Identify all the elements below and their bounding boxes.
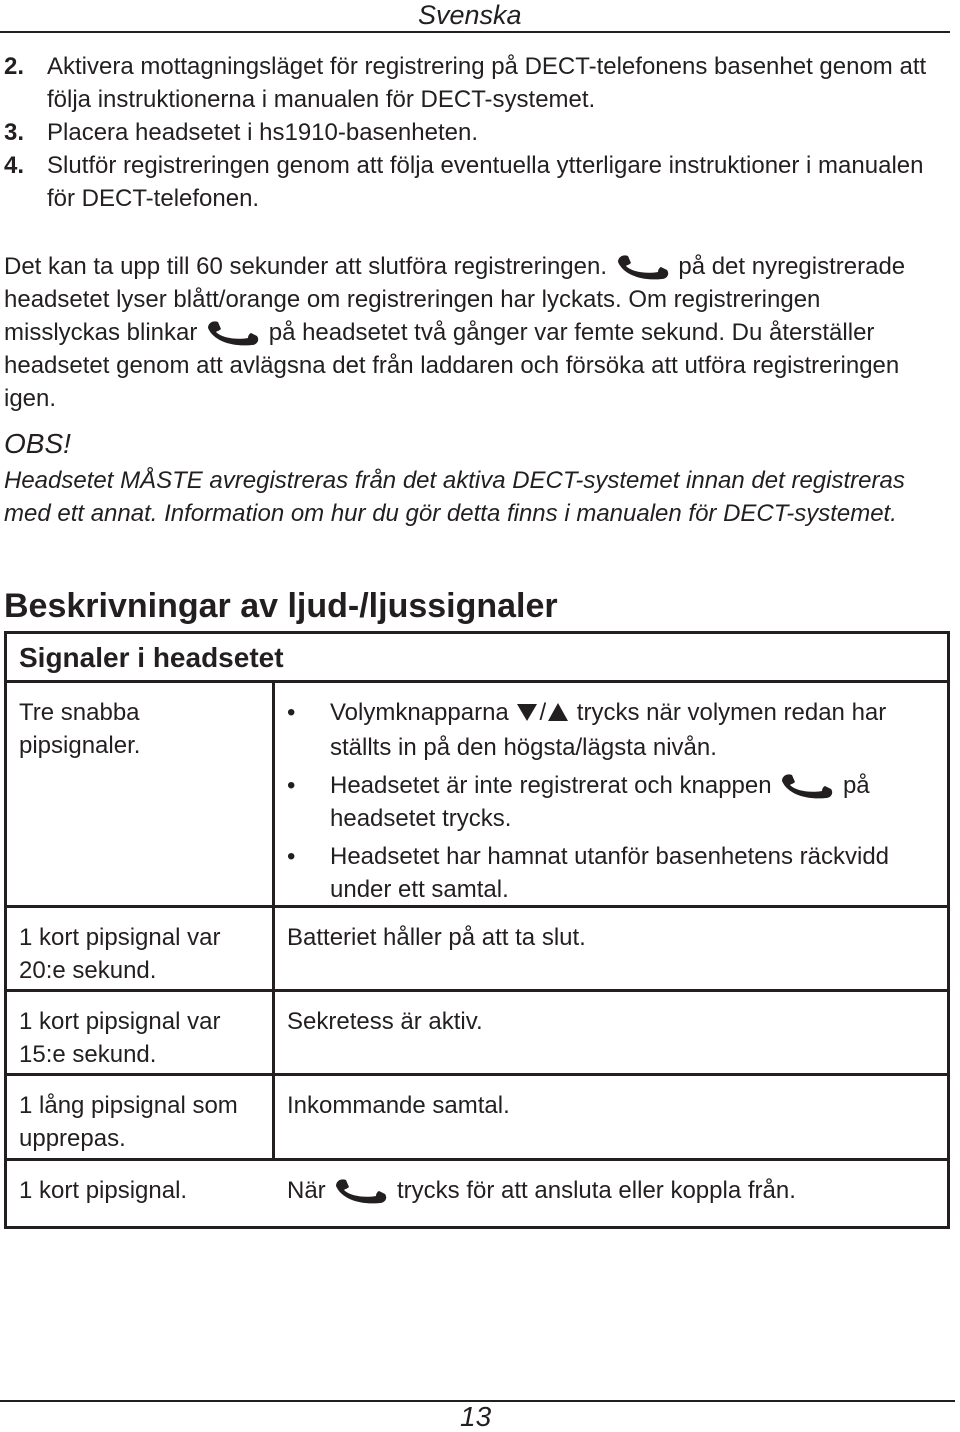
description-cell: Batteriet håller på att ta slut. [287,924,586,951]
info-text: Det kan ta upp till 60 sekunder att slutföra registreringen. [4,253,607,280]
description-cell: Sekretess är aktiv. [287,1008,483,1035]
phone-handset-icon [614,252,672,282]
step-text: Placera headsetet i hs1910-basenheten. [47,119,478,146]
signal-cell: 1 kort pipsignal var 20:e sekund. [19,924,221,984]
bullet-item [287,840,937,906]
description-cell: Inkommande samtal. [287,1092,510,1119]
row-divider [7,1073,947,1076]
description-bullets [287,696,937,911]
step-text: Slutför registreringen genom att följa eventuella ytterligare instruktioner i manualen för DECT-telefonen. [47,152,924,212]
triangle-up-icon [546,698,570,731]
bullet-text-part: på headsetet trycks. [330,772,870,832]
obs-text: Headsetet MÅSTE avregistreras från det aktiva DECT-systemet innan det registreras med ett annat. Information om hur du gör detta finns i manualen för DECT-systemet. [4,467,905,527]
bullet-text: Headsetet har hamnat utanför basenhetens räckvidd under ett samtal. [330,843,890,903]
bullet-text [330,769,937,835]
bullet-marker: • [287,699,296,726]
info-text: på det nyregistrerade headsetet lyser blått/orange om registreringen har lyckats. Om registreringen misslyckas blinkar [4,253,906,346]
header-language: Svenska [418,0,522,30]
signal-cell: Tre snabba pipsignaler. [19,699,141,759]
step-item [4,50,934,116]
step-number: 3. [4,119,25,146]
step-item [4,149,934,215]
bullet-text-part: Volymknapparna [330,699,509,726]
phone-handset-icon [332,1176,390,1206]
triangle-down-icon [515,698,539,731]
signal-cell: 1 lång pipsignal som upprepas. [19,1092,238,1152]
description-cell [287,1174,937,1207]
description-text: trycks för att ansluta eller koppla från. [397,1177,796,1204]
row-divider [7,989,947,992]
bullet-marker: • [287,772,296,799]
column-divider [272,683,275,1161]
phone-handset-icon [778,771,836,801]
row-divider [7,1158,947,1161]
header-divider [0,31,950,33]
bullet-text [330,696,937,764]
description-text: När [287,1177,326,1204]
section-title: Beskrivningar av ljud-/ljussignaler [4,587,558,625]
signal-cell: 1 kort pipsignal. [19,1177,188,1204]
bullet-separator: / [539,699,547,726]
obs-title: OBS! [4,428,71,459]
bullet-item [287,696,937,764]
step-number: 2. [4,53,25,80]
bullet-marker: • [287,843,296,870]
signal-table [4,631,950,1229]
page-number: 13 [460,1401,492,1432]
registration-info [4,250,934,415]
info-text: på headsetet två gånger var femte sekund. Du återställer headsetet genom att avlägsna det från laddaren och försöka att utföra registreringen igen. [4,319,900,412]
table-heading: Signaler i headsetet [7,634,947,683]
step-list [4,50,934,215]
phone-handset-icon [204,318,262,348]
bullet-item [287,769,937,835]
bullet-text-part: trycks när volymen redan har ställts in på den högsta/lägsta nivån. [330,699,887,761]
signal-cell: 1 kort pipsignal var 15:e sekund. [19,1008,221,1068]
step-text: Aktivera mottagningsläget för registrering på DECT-telefonens basenhet genom att följa instruktionerna i manualen för DECT-systemet. [47,53,927,113]
step-item [4,116,934,149]
step-number: 4. [4,152,25,179]
bullet-text-part: Headsetet är inte registrerat och knappen [330,772,772,799]
